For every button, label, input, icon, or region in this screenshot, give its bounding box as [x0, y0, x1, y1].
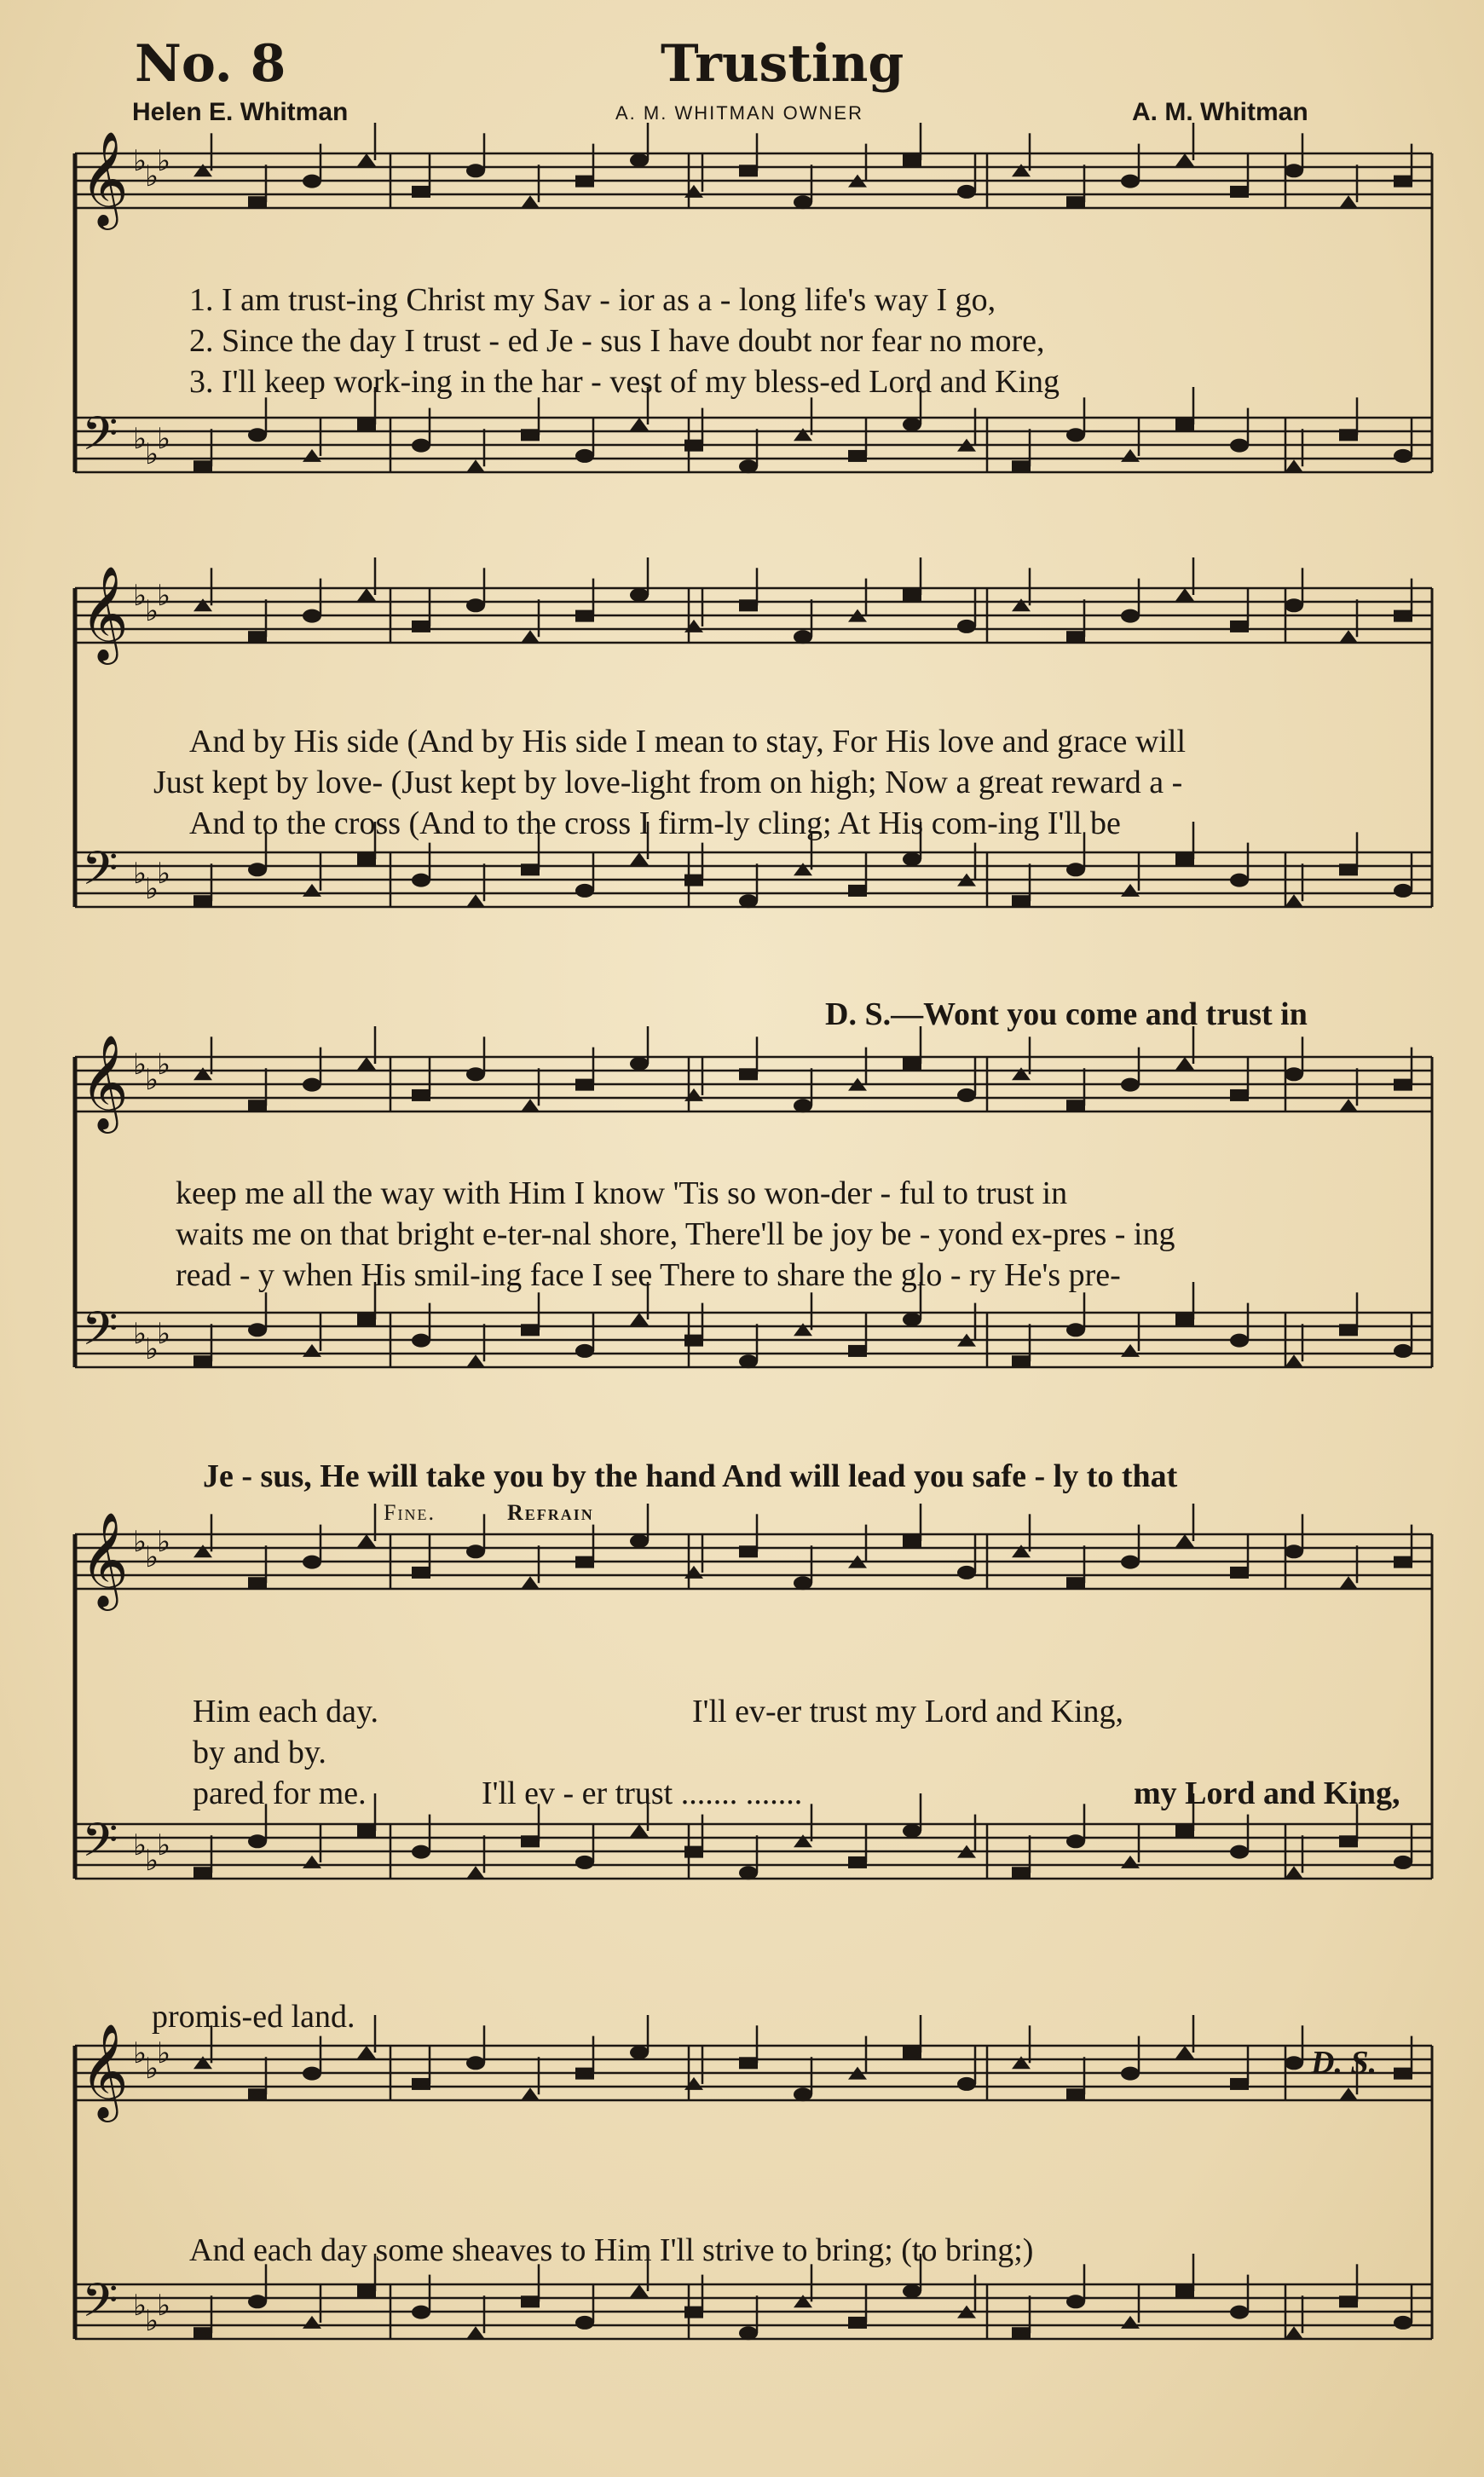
svg-text:𝄞: 𝄞 — [80, 1511, 129, 1607]
svg-text:♭: ♭ — [133, 422, 147, 456]
svg-text:♭: ♭ — [145, 2052, 159, 2086]
refrain-mark: Refrain — [507, 1500, 594, 1525]
svg-text:♭: ♭ — [157, 2289, 171, 2323]
svg-text:♭: ♭ — [145, 594, 159, 628]
svg-text:♭: ♭ — [157, 2036, 171, 2070]
s2-verse1: And by His side (And by His side I mean to stay, For His love and grace will — [189, 724, 1187, 759]
svg-text:𝄞: 𝄞 — [80, 565, 129, 661]
svg-text:♭: ♭ — [133, 1828, 147, 1862]
svg-text:𝄢: 𝄢 — [82, 1813, 118, 1879]
svg-text:♭: ♭ — [133, 857, 147, 891]
s1-verse2: 2. Since the day I trust - ed Je - sus I have doubt nor fear no more, — [189, 323, 1045, 359]
words-credit: Helen E. Whitman — [132, 98, 349, 126]
svg-text:𝄢: 𝄢 — [82, 407, 118, 472]
svg-text:♭: ♭ — [145, 872, 159, 906]
svg-text:𝄢: 𝄢 — [82, 1302, 118, 1367]
s1-verse1: 1. I am trust-ing Christ my Sav - ior as a - long life's way I go, — [189, 282, 996, 318]
refrain-line-b1: I'll ev - er trust ....... ....... — [482, 1775, 803, 1811]
svg-text:♭: ♭ — [145, 2304, 159, 2338]
s1-verse3: 3. I'll keep work-ing in the har - vest of my bless-ed Lord and King — [189, 364, 1060, 400]
svg-text:𝄞: 𝄞 — [80, 1034, 129, 1129]
svg-text:♭: ♭ — [145, 437, 159, 471]
ds-text-2: Je - sus, He will take you by the hand And will lead you safe - ly to that — [203, 1458, 1178, 1494]
svg-text:♭: ♭ — [133, 1525, 147, 1559]
svg-text:♭: ♭ — [133, 1048, 147, 1082]
svg-text:𝄞: 𝄞 — [80, 2023, 129, 2118]
svg-text:𝄞: 𝄞 — [80, 130, 129, 226]
s3-verse1: keep me all the way with Him I know 'Tis so won-der - ful to trust in — [176, 1175, 1068, 1211]
s4-v1-end: Him each day. — [193, 1694, 379, 1729]
svg-text:♭: ♭ — [157, 579, 171, 613]
svg-text:♭: ♭ — [133, 579, 147, 613]
svg-text:♭: ♭ — [157, 1317, 171, 1351]
svg-text:𝄢: 𝄢 — [82, 2273, 118, 2339]
ds-mark: D. S. — [1311, 2045, 1377, 2081]
svg-text:♭: ♭ — [157, 857, 171, 891]
svg-text:♭: ♭ — [133, 2289, 147, 2323]
hymn-title: Trusting — [661, 34, 904, 94]
svg-text:♭: ♭ — [133, 144, 147, 178]
refrain-line-a: I'll ev-er trust my Lord and King, — [692, 1694, 1124, 1729]
s4-v3-end: pared for me. — [193, 1775, 367, 1811]
hymn-number: No. 8 — [135, 34, 286, 94]
svg-text:♭: ♭ — [133, 2036, 147, 2070]
svg-text:♭: ♭ — [145, 1063, 159, 1097]
fine-mark: Fine. — [384, 1500, 436, 1525]
svg-text:♭: ♭ — [157, 144, 171, 178]
svg-text:𝄢: 𝄢 — [82, 841, 118, 907]
s2-verse2: Just kept by love- (Just kept by love-light from on high; Now a great reward a - — [153, 765, 1183, 800]
svg-text:♭: ♭ — [157, 1048, 171, 1082]
svg-text:♭: ♭ — [145, 159, 159, 193]
svg-text:♭: ♭ — [145, 1332, 159, 1366]
s4-v2-end: by and by. — [193, 1735, 326, 1770]
svg-text:♭: ♭ — [157, 422, 171, 456]
s5-line: And each day some sheaves to Him I'll strive to bring; (to bring;) — [189, 2232, 1034, 2268]
s2-verse3: And to the cross (And to the cross I firm-ly cling; At His com-ing I'll be — [189, 805, 1121, 841]
svg-text:♭: ♭ — [133, 1317, 147, 1351]
svg-text:♭: ♭ — [145, 1844, 159, 1878]
copyright-note: A. M. WHITMAN OWNER — [615, 102, 863, 124]
music-credit: A. M. Whitman — [1132, 98, 1308, 126]
ds-line: D. S.—Wont you come and trust in — [825, 996, 1308, 1032]
refrain-line-b2: my Lord and King, — [1134, 1775, 1400, 1811]
svg-text:♭: ♭ — [145, 1540, 159, 1574]
s3-verse3: read - y when His smil-ing face I see There to share the glo - ry He's pre- — [176, 1257, 1121, 1293]
s3-verse2: waits me on that bright e-ter-nal shore, There'll be joy be - yond ex-pres - ing — [176, 1216, 1175, 1252]
ds-text-3: promis-ed land. — [152, 1999, 355, 2035]
svg-text:♭: ♭ — [157, 1828, 171, 1862]
svg-text:♭: ♭ — [157, 1525, 171, 1559]
